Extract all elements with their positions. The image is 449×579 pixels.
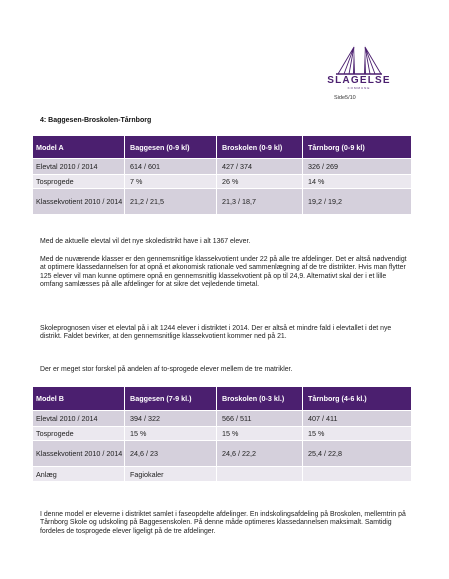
table-header-cell: Tårnborg (4-6 kl.) [303, 387, 412, 411]
body-paragraph: I denne model er eleverne i distriktet samlet i faseopdelte afdelinger. En indskolingsafdeling på Broskolen, mellemtrin på Tårnborg Skole og udskoling på Baggesenskolen. På denne måde optimeres klassedannelsen maksimalt. Samtidig fordeles de tosprogede elever ligeligt på de tre afdelinger. [40, 511, 406, 535]
table-header-row [33, 136, 412, 159]
table-cell: 15 % [125, 427, 217, 441]
table-row [33, 411, 412, 427]
table-cell: 24,6 / 23 [125, 441, 217, 467]
logo-text: SLAGELSE [327, 75, 391, 86]
table-cell: Klassekvotient 2010 / 2014 [33, 189, 125, 215]
table-header-cell: Model A [33, 136, 125, 159]
body-paragraph: Skoleprognosen viser et elevtal på i alt 1244 elever i distriktet i 2014. Der er altså et mindre fald i elevtallet i det nye distrikt. Faldet bevirker, at den gennemsnitlige klassekvotient kommer ned på 21. [40, 325, 392, 341]
table-header-cell: Model B [33, 387, 125, 411]
table-cell: 7 % [125, 175, 217, 189]
table-cell: Klassekvotient 2010 / 2014 [33, 441, 125, 467]
table-header-cell: Broskolen (0-3 kl.) [217, 387, 303, 411]
table-row [33, 467, 412, 482]
table-cell: 21,3 / 18,7 [217, 189, 303, 215]
body-paragraph: Der er meget stor forskel på andelen af to-sprogede elever mellem de tre matrikler. [40, 366, 293, 373]
body-paragraph: Med de nuværende klasser er den gennemsnitlige klassekvotient under 22 på alle tre afdelinger. Det er altså nødvendigt at optimere klassedannelsen for at opnå et økonomisk rationale ved sammenlægning af de tre distrikter. Hvis man flytter 125 elever vil man kunne optimere opnå en gennemsnitlig klassekvotient på op til 24,9. Alternativt skal der i et lille omfang samlæsses på alle afdelinger for at sikre det vejledende timetal. [40, 256, 407, 289]
table-row [33, 175, 412, 189]
table-header-row [33, 387, 412, 411]
table-cell: Elevtal 2010 / 2014 [33, 411, 125, 427]
table-cell: 326 / 269 [303, 159, 412, 175]
table-cell: 407 / 411 [303, 411, 412, 427]
table-cell: 26 % [217, 175, 303, 189]
section-heading: 4: Baggesen-Broskolen-Tårnborg [40, 117, 152, 124]
table-row [33, 441, 412, 467]
table-header-cell: Baggesen (7-9 kl.) [125, 387, 217, 411]
model-a-table [32, 135, 412, 215]
logo-subtext: KOMMUNE [347, 86, 371, 90]
table-cell: 614 / 601 [125, 159, 217, 175]
table-cell: 19,2 / 19,2 [303, 189, 412, 215]
table-cell: 24,6 / 22,2 [217, 441, 303, 467]
table-cell: 394 / 322 [125, 411, 217, 427]
table-cell: Elevtal 2010 / 2014 [33, 159, 125, 175]
model-b-table [32, 386, 412, 482]
table-row [33, 159, 412, 175]
table-cell [303, 467, 412, 482]
table-cell: Tosprogede [33, 427, 125, 441]
table-cell: Anlæg [33, 467, 125, 482]
table-cell: 15 % [217, 427, 303, 441]
table-cell: Tosprogede [33, 175, 125, 189]
table-cell: 14 % [303, 175, 412, 189]
table-cell: 25,4 / 22,8 [303, 441, 412, 467]
page-number: Side5/10 [334, 95, 356, 101]
table-cell: Fagiokaler [125, 467, 217, 482]
table-cell: 427 / 374 [217, 159, 303, 175]
table-row [33, 427, 412, 441]
table-row [33, 189, 412, 215]
table-cell: 15 % [303, 427, 412, 441]
table-cell [217, 467, 303, 482]
table-cell: 566 / 511 [217, 411, 303, 427]
table-header-cell: Broskolen (0-9 kl) [217, 136, 303, 159]
body-paragraph: Med de aktuelle elevtal vil det nye skoledistrikt have i alt 1367 elever. [40, 238, 251, 245]
table-header-cell: Tårnborg (0-9 kl) [303, 136, 412, 159]
table-cell: 21,2 / 21,5 [125, 189, 217, 215]
table-header-cell: Baggesen (0-9 kl) [125, 136, 217, 159]
